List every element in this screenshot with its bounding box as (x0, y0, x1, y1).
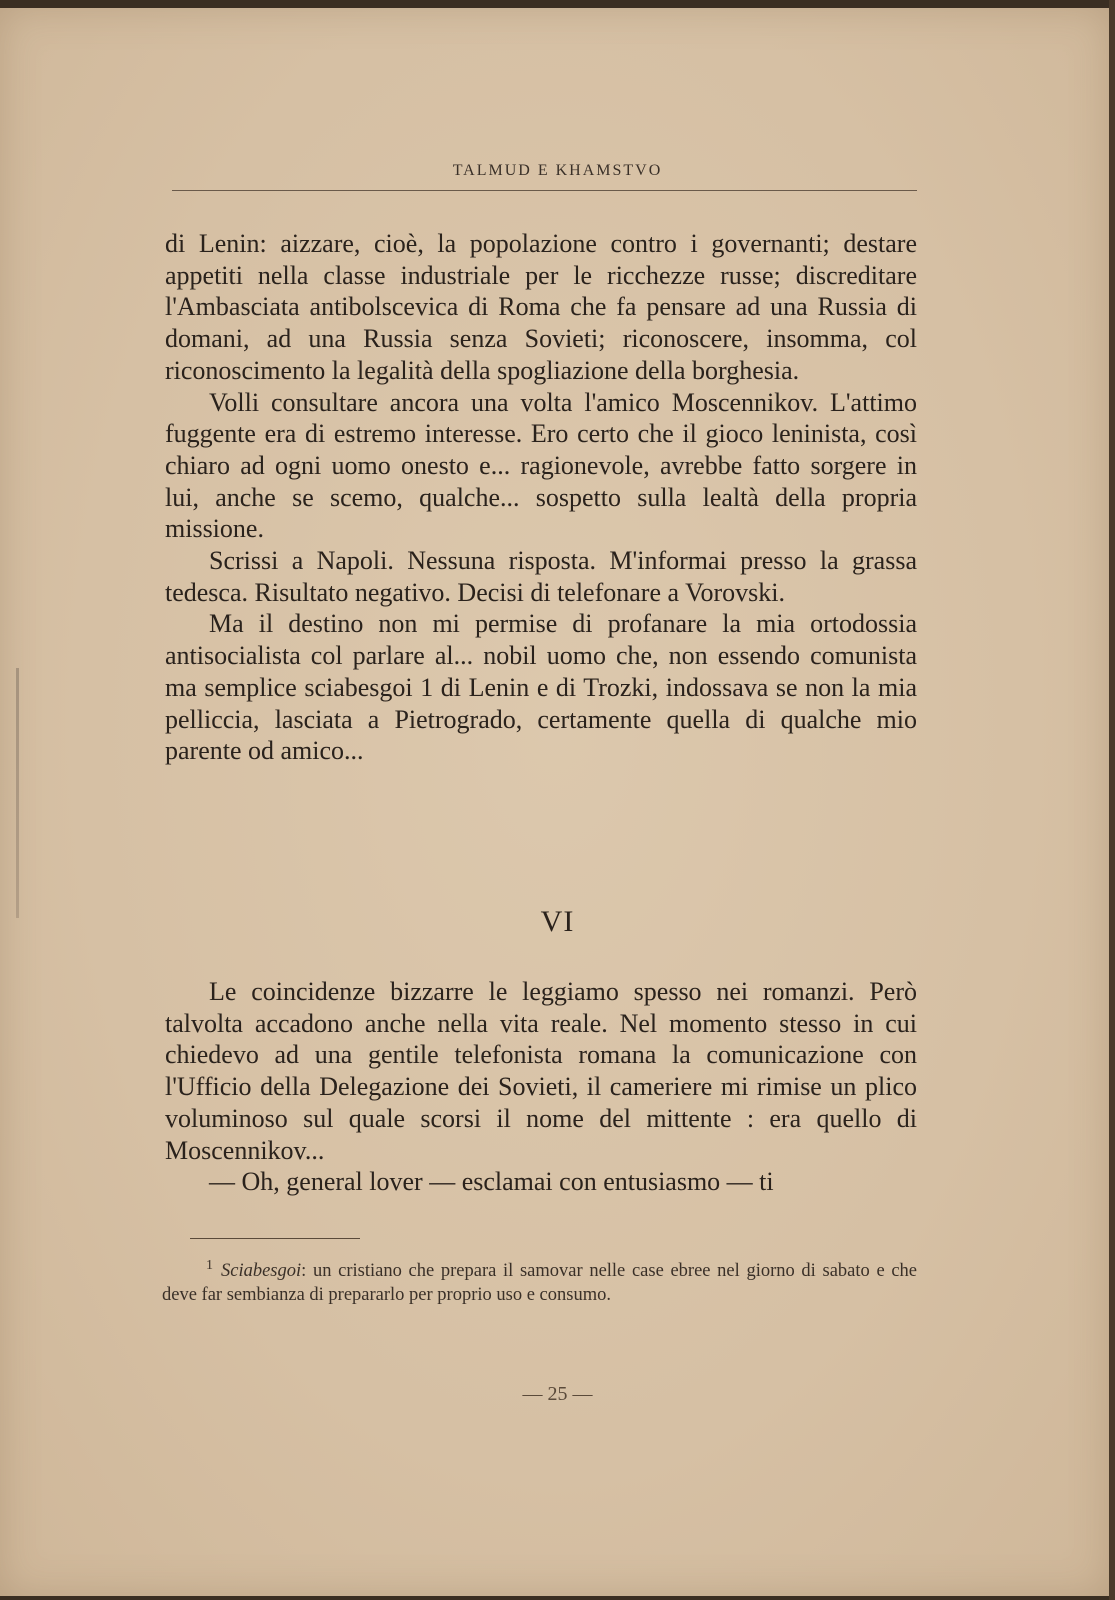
chapter-heading: VI (540, 905, 575, 938)
text-block-2 (165, 976, 917, 1198)
footnote-marker: 1 (206, 1258, 213, 1273)
footnote-term: Sciabesgoi (221, 1261, 302, 1282)
page-number: — 25 — (522, 1383, 593, 1405)
footnote (162, 1254, 917, 1307)
paragraph: — Oh, general lover — esclamai con entusiasmo — ti (209, 1167, 774, 1197)
paragraph: Volli consultare ancora una volta l'amico Moscennikov. L'attimo fuggente era di estremo interesse. Ero certo che il gioco leninista, così chiaro ad ogni uomo onesto e... ragionevole, avrebbe fatto sorgere in lui, anche se scemo, qualche... sospetto sulla lealtà della propria missione. (165, 387, 917, 544)
footnote-rule (190, 1238, 360, 1239)
paragraph: di Lenin: aizzare, cioè, la popolazione contro i governanti; destare appetiti nella classe industriale per le ricchezze russe; discreditare l'Ambasciata antibolscevica di Roma che fa pensare ad una Russia di domani, ad una Russia senza Sovieti; riconoscere, insomma, col riconoscimento la legalità della spogliazione della borghesia. (165, 229, 917, 385)
page-edge (1109, 0, 1115, 1600)
paragraph: Le coincidenze bizzarre le leggiamo spesso nei romanzi. Però talvolta accadono anche nella vita reale. Nel momento stesso in cui chiedevo ad una gentile telefonista romana la comunicazione con l'Ufficio della Delegazione dei Sovieti, il cameriere mi rimise un plico voluminoso sul quale scorsi il nome del mittente : era quello di Moscennikov... (165, 977, 917, 1165)
paragraph: Scrissi a Napoli. Nessuna risposta. M'informai presso la grassa tedesca. Risultato negativo. Decisi di telefonare a Vorovski. (165, 546, 917, 607)
text-block-1 (165, 228, 917, 767)
margin-stain (16, 668, 19, 918)
running-title: TALMUD E KHAMSTVO (452, 162, 663, 179)
footnote-text: : un cristiano che prepara il samovar nelle case ebree nel giorno di sabato e che deve far sembianza di prepararlo per proprio uso e consumo. (162, 1261, 917, 1306)
paragraph: Ma il destino non mi permise di profanare la mia ortodossia antisocialista col parlare al... nobil uomo che, non essendo comunista ma semplice sciabesgoi 1 di Lenin e di Trozki, indossava se non la mia pelliccia, lasciata a Pietrogrado, certamente quella di qualche mio parente od amico... (165, 609, 917, 766)
header-rule (172, 190, 917, 191)
